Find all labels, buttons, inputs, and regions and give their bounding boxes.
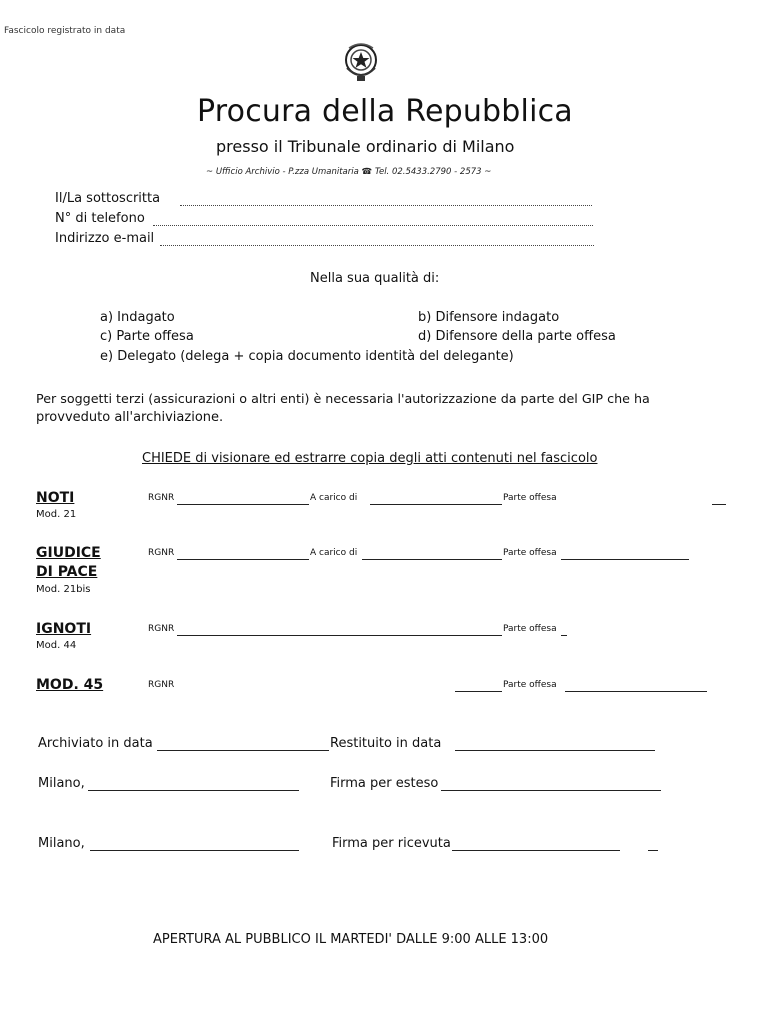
capacity-heading: Nella sua qualità di: <box>310 271 440 286</box>
returned-label: Restituito in data <box>330 736 442 751</box>
email-field[interactable] <box>160 245 594 246</box>
giudice-offesa-label: Parte offesa <box>503 548 557 558</box>
noti-mod: Mod. 21 <box>36 509 77 520</box>
notice-line-2: provveduto all'archiviazione. <box>36 410 224 425</box>
archived-date-field[interactable] <box>157 750 329 751</box>
mod45-label: MOD. 45 <box>36 677 104 693</box>
giudice-carico-label: A carico di <box>310 548 358 558</box>
ignoti-label: IGNOTI <box>36 621 92 637</box>
milano-label-1: Milano, <box>38 776 85 791</box>
registered-note: Fascicolo registrato in data <box>4 26 126 36</box>
mod45-rgnr-label: RGNR <box>148 680 175 690</box>
emblem-of-italy-icon <box>341 38 381 84</box>
option-difensore-parte-offesa[interactable]: d) Difensore della parte offesa <box>418 329 616 344</box>
giudice-label-line-1: GIUDICE <box>36 545 101 561</box>
mod45-rgnr-field[interactable] <box>455 691 502 692</box>
noti-carico-field[interactable] <box>370 504 502 505</box>
name-label: Il/La sottoscritta <box>55 191 161 206</box>
option-difensore-indagato[interactable]: b) Difensore indagato <box>418 310 560 325</box>
ignoti-offesa-field[interactable] <box>561 635 567 636</box>
giudice-label-line-2: DI PACE <box>36 564 98 580</box>
returned-date-field[interactable] <box>455 750 655 751</box>
opening-hours: APERTURA AL PUBBLICO IL MARTEDI' DALLE 9:00 ALLE 13:00 <box>153 932 549 947</box>
milano-label-2: Milano, <box>38 836 85 851</box>
signature-receipt-label: Firma per ricevuta <box>332 836 451 851</box>
ignoti-rgnr-label: RGNR <box>148 624 175 634</box>
signature-receipt-extra-mark <box>648 850 658 851</box>
ignoti-mod: Mod. 44 <box>36 640 77 651</box>
mod45-offesa-field[interactable] <box>565 691 707 692</box>
phone-label: N° di telefono <box>55 211 145 226</box>
milano-date-field-1[interactable] <box>88 790 299 791</box>
page-subtitle: presso il Tribunale ordinario di Milano <box>216 137 515 156</box>
giudice-rgnr-label: RGNR <box>148 548 175 558</box>
mod45-offesa-label: Parte offesa <box>503 680 557 690</box>
signature-full-field[interactable] <box>441 790 661 791</box>
page-title: Procura della Repubblica <box>197 94 573 129</box>
option-indagato[interactable]: a) Indagato <box>100 310 175 325</box>
phone-field[interactable] <box>153 225 593 226</box>
giudice-carico-field[interactable] <box>362 559 502 560</box>
noti-label: NOTI <box>36 490 75 506</box>
signature-full-label: Firma per esteso <box>330 776 439 791</box>
option-parte-offesa[interactable]: c) Parte offesa <box>100 329 194 344</box>
giudice-offesa-field[interactable] <box>561 559 689 560</box>
email-label: Indirizzo e-mail <box>55 231 155 246</box>
giudice-mod: Mod. 21bis <box>36 584 91 595</box>
noti-offesa-field[interactable] <box>712 504 726 505</box>
noti-offesa-label: Parte offesa <box>503 493 557 503</box>
option-delegato[interactable]: e) Delegato (delega + copia documento identità del delegante) <box>100 349 514 364</box>
giudice-rgnr-field[interactable] <box>177 559 309 560</box>
ignoti-rgnr-field[interactable] <box>177 635 502 636</box>
signature-receipt-field[interactable] <box>452 850 620 851</box>
notice-line-1: Per soggetti terzi (assicurazioni o altri enti) è necessaria l'autorizzazione da parte del GIP che ha <box>36 391 650 406</box>
archived-label: Archiviato in data <box>38 736 153 751</box>
office-line: ~ Ufficio Archivio - P.zza Umanitaria ☎ Tel. 02.5433.2790 - 2573 ~ <box>206 167 492 177</box>
name-field[interactable] <box>180 205 592 206</box>
noti-carico-label: A carico di <box>310 493 358 503</box>
noti-rgnr-label: RGNR <box>148 493 175 503</box>
milano-date-field-2[interactable] <box>90 850 299 851</box>
noti-rgnr-field[interactable] <box>177 504 309 505</box>
request-heading: CHIEDE di visionare ed estrarre copia degli atti contenuti nel fascicolo <box>142 451 598 466</box>
ignoti-offesa-label: Parte offesa <box>503 624 557 634</box>
